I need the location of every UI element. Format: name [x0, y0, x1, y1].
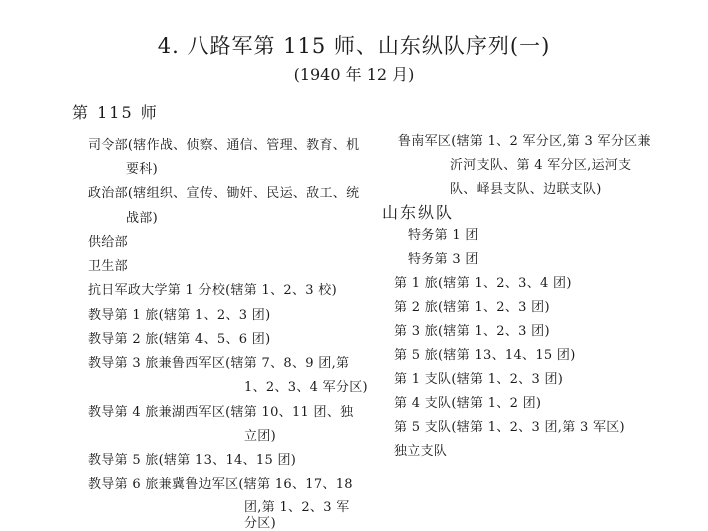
list-item: 第 5 支队(辖第 1、2、3 团,第 3 军区) [394, 420, 625, 435]
list-item: 鲁南军区(辖第 1、2 军分区,第 3 军分区兼 [398, 134, 651, 149]
list-item: 司令部(辖作战、侦察、通信、管理、教育、机 [88, 138, 360, 153]
list-item: 特务第 3 团 [408, 252, 479, 267]
list-item: 供给部 [88, 235, 128, 250]
list-item: 教导第 4 旅兼湖西军区(辖第 10、11 团、独 [88, 405, 354, 420]
list-item-continuation: 战部) [126, 211, 158, 226]
list-item-continuation: 立团) [244, 429, 276, 444]
list-item: 卫生部 [88, 259, 128, 274]
section-heading-shandong: 山东纵队 [382, 203, 455, 222]
list-item: 教导第 2 旅(辖第 4、5、6 团) [88, 332, 271, 347]
list-item-continuation: 队、峄县支队、边联支队) [450, 182, 602, 197]
page-subtitle: (1940 年 12 月) [293, 65, 415, 84]
list-item: 第 5 旅(辖第 13、14、15 团) [394, 348, 576, 363]
section-heading-115: 第 115 师 [72, 103, 159, 122]
list-item: 教导第 5 旅(辖第 13、14、15 团) [88, 453, 297, 468]
list-item-continuation: 分区) [244, 516, 276, 531]
list-item: 教导第 3 旅兼鲁西军区(辖第 7、8、9 团,第 [88, 356, 350, 371]
list-item: 教导第 1 旅(辖第 1、2、3 团) [88, 308, 271, 323]
list-item: 第 1 旅(辖第 1、2、3、4 团) [394, 276, 572, 291]
list-item: 独立支队 [394, 444, 448, 459]
list-item: 特务第 1 团 [408, 228, 479, 243]
list-item: 第 4 支队(辖第 1、2 团) [394, 396, 542, 411]
list-item: 教导第 6 旅兼冀鲁边军区(辖第 16、17、18 [88, 477, 353, 492]
page-title: 4. 八路军第 115 师、山东纵队序列(一) [157, 34, 551, 58]
list-item: 第 3 旅(辖第 1、2、3 团) [394, 324, 550, 339]
list-item-continuation: 沂河支队、第 4 军分区,运河支 [450, 158, 632, 173]
list-item-continuation: 要科) [126, 162, 158, 177]
list-item-continuation: 团,第 1、2、3 军 [244, 500, 350, 515]
list-item: 政治部(辖组织、宣传、锄奸、民运、敌工、统 [88, 186, 360, 201]
list-item: 抗日军政大学第 1 分校(辖第 1、2、3 校) [88, 283, 337, 298]
list-item: 第 1 支队(辖第 1、2、3 团) [394, 372, 564, 387]
list-item-continuation: 1、2、3、4 军分区) [244, 380, 368, 395]
list-item: 第 2 旅(辖第 1、2、3 团) [394, 300, 550, 315]
